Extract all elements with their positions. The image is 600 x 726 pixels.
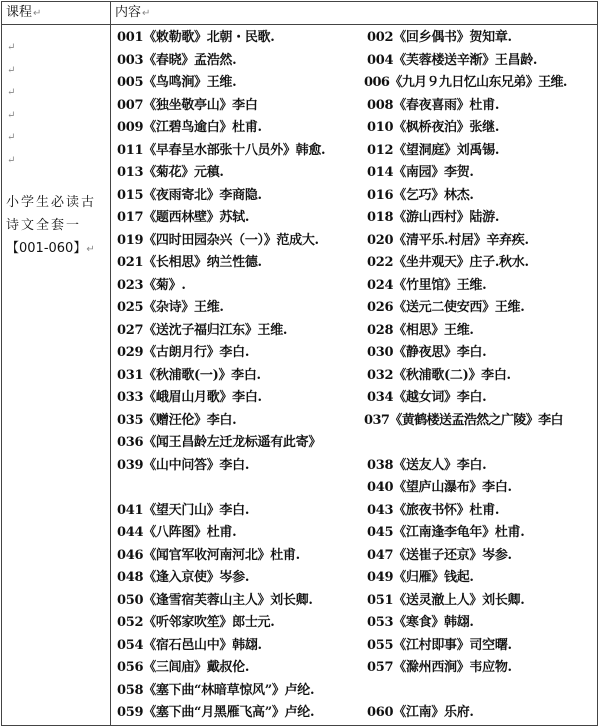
poem-row	[117, 387, 597, 410]
poem-row	[117, 72, 597, 95]
poem-entry: 015《夜雨寄北》李商隐.	[117, 187, 262, 203]
poem-entry: 025《杂诗》王维.	[117, 300, 224, 315]
poem-entry: 035《赠汪伦》李白.	[117, 412, 237, 428]
content-header-label: 内容	[115, 5, 142, 20]
paragraph-mark-icon: ↵	[7, 42, 16, 53]
poem-entry: 011《早春呈水部张十八员外》韩愈.	[117, 142, 326, 158]
poem-entry: 020《清平乐.村居》辛弃疾.	[367, 232, 529, 248]
poem-row	[117, 590, 597, 613]
poem-entry: 040《望庐山瀑布》李白.	[367, 480, 512, 495]
content-cell	[111, 25, 598, 726]
poem-row	[117, 477, 597, 500]
poem-entry: 014《南园》李贺.	[367, 165, 474, 180]
poem-entry: 058《塞下曲“林暗草惊风”》卢纶.	[117, 682, 315, 698]
poem-row	[117, 365, 597, 388]
course-cell	[2, 25, 111, 726]
poem-row	[117, 500, 597, 523]
paragraph-mark-icon: ↵	[142, 8, 151, 19]
paragraph-mark-icon: ↵	[86, 244, 95, 255]
poem-row	[117, 612, 597, 635]
poem-entry: 043《旅夜书怀》杜甫.	[367, 502, 500, 518]
poem-row	[117, 185, 597, 208]
poem-entry: 030《静夜思》李白.	[367, 345, 487, 360]
poem-row	[117, 50, 597, 73]
poem-entry: 009《江碧鸟逾白》杜甫.	[117, 120, 262, 135]
poem-entry: 001《敕勒歌》北朝・民歌.	[117, 30, 275, 45]
paragraph-mark-icon: ↵	[7, 87, 16, 98]
paragraph-mark-icon: ↵	[7, 109, 16, 121]
course-name-range: 【001-060】	[6, 241, 87, 256]
course-header	[2, 2, 111, 25]
poem-row	[117, 432, 597, 455]
poem-entry: 006《九月９九日忆山东兄弟》王维.	[364, 75, 567, 90]
poem-row	[117, 230, 597, 253]
poem-entry: 046《闻官军收河南河北》杜甫.	[117, 547, 300, 563]
poem-row	[117, 275, 597, 298]
poem-entry: 052《听邻家吹笙》郎士元.	[117, 615, 275, 630]
poem-entry: 017《题西林壁》苏轼.	[117, 210, 250, 225]
poem-row	[117, 117, 597, 140]
poem-entry: 005《鸟鸣涧》王维.	[117, 75, 237, 90]
poem-entry: 022《坐井观天》庄子.秋水.	[367, 255, 529, 270]
poem-table	[1, 1, 598, 726]
poem-entry: 041《望天门山》李白.	[117, 502, 250, 518]
poem-entry: 010《枫桥夜泊》张继.	[367, 120, 500, 135]
poem-row	[117, 657, 597, 680]
poem-entry: 026《送元二使安西》王维.	[367, 300, 525, 315]
poem-entry: 045《江南逢李龟年》杜甫.	[367, 525, 525, 540]
paragraph-mark-icon: ↵	[7, 154, 16, 166]
poem-entry: 024《竹里馆》王维.	[367, 277, 487, 293]
poem-row	[117, 162, 597, 185]
poem-entry: 059《塞下曲“月黑雁飞高”》卢纶.	[117, 705, 315, 720]
poem-entry: 027《送沈子福归江东》王维.	[117, 322, 288, 338]
paragraph-mark-icon: ↵	[7, 64, 16, 76]
poem-entry: 019《四时田园杂兴（一）》范成大.	[117, 232, 319, 248]
poem-entry: 003《春晓》孟浩然.	[117, 52, 237, 68]
poem-row	[117, 635, 597, 658]
poem-entry: 033《峨眉山月歌》李白.	[117, 390, 262, 405]
poem-entry: 012《望洞庭》刘禹锡.	[367, 142, 500, 158]
poem-entry: 034《越女词》李白.	[367, 390, 487, 405]
poem-entry: 013《菊花》元稹.	[117, 165, 224, 180]
poem-row	[117, 680, 597, 703]
course-name	[6, 191, 104, 261]
poem-entry: 021《长相思》纳兰性德.	[117, 255, 262, 270]
course-name-line: 诗文全套一	[6, 218, 82, 233]
paragraph-marks	[7, 25, 15, 172]
poem-row	[117, 410, 597, 433]
poem-row	[117, 140, 597, 163]
poem-row	[117, 252, 597, 275]
poem-entry: 056《三闾庙》戴叔伦.	[117, 660, 250, 675]
poem-entry: 008《春夜喜雨》杜甫.	[367, 97, 500, 113]
poem-row	[117, 545, 597, 568]
poem-entry: 029《古朗月行》李白.	[117, 345, 250, 360]
poem-row	[117, 342, 597, 365]
body-row	[2, 25, 598, 726]
poem-entry: 031《秋浦歌(一)》李白.	[117, 367, 261, 383]
poem-entry: 055《江村即事》司空曙.	[367, 637, 512, 653]
poem-entry: 047《送崔子还京》岑参.	[367, 547, 512, 563]
poem-entry: 007《独坐敬亭山》李白	[117, 97, 258, 113]
poem-row	[117, 207, 597, 230]
poem-entry: 023《菊》.	[117, 277, 186, 293]
poem-entry: 039《山中问答》李白.	[117, 457, 250, 473]
course-name-line: 小学生必读古	[6, 195, 97, 210]
course-header-label: 课程	[6, 5, 33, 20]
poem-entry: 053《寒食》韩翃.	[367, 615, 474, 630]
poem-entry: 049《归雁》钱起.	[367, 570, 474, 585]
poem-row	[117, 702, 597, 725]
poem-entry: 044《八阵图》杜甫.	[117, 525, 237, 540]
poem-entry: 004《芙蓉楼送辛渐》王昌龄.	[367, 52, 538, 68]
poem-entry: 060《江南》乐府.	[367, 705, 474, 720]
poem-entry: 028《相思》王维.	[367, 322, 474, 338]
poem-row	[117, 567, 597, 590]
poem-entry: 018《游山西村》陆游.	[367, 210, 500, 225]
poem-entry: 038《送友人》李白.	[367, 457, 487, 473]
poem-entry: 037《黄鹤楼送孟浩然之广陵》李白	[364, 412, 563, 428]
poem-entry: 032《秋浦歌(二)》李白.	[367, 367, 511, 383]
poem-entry: 036《闻王昌龄左迁龙标遥有此寄》	[117, 435, 322, 450]
poem-entry: 050《逢雪宿芙蓉山主人》刘长卿.	[117, 592, 313, 608]
poem-row	[117, 27, 597, 50]
poem-entry: 016《乞巧》林杰.	[367, 187, 474, 203]
poem-row	[117, 320, 597, 343]
poem-row	[117, 522, 597, 545]
poem-row	[117, 297, 597, 320]
header-row	[2, 2, 598, 25]
poem-row	[117, 455, 597, 478]
poem-entry: 048《逢入京使》岑参.	[117, 570, 250, 585]
content-header	[111, 2, 598, 25]
poem-row	[117, 95, 597, 118]
paragraph-mark-icon: ↵	[7, 132, 16, 143]
poem-entry: 002《回乡偶书》贺知章.	[367, 30, 512, 45]
poem-entry: 051《送灵澈上人》刘长卿.	[367, 592, 525, 608]
paragraph-mark-icon: ↵	[33, 8, 42, 19]
poem-entry: 054《宿石邑山中》韩翃.	[117, 637, 262, 653]
poem-entry: 057《滁州西涧》韦应物.	[367, 660, 512, 675]
